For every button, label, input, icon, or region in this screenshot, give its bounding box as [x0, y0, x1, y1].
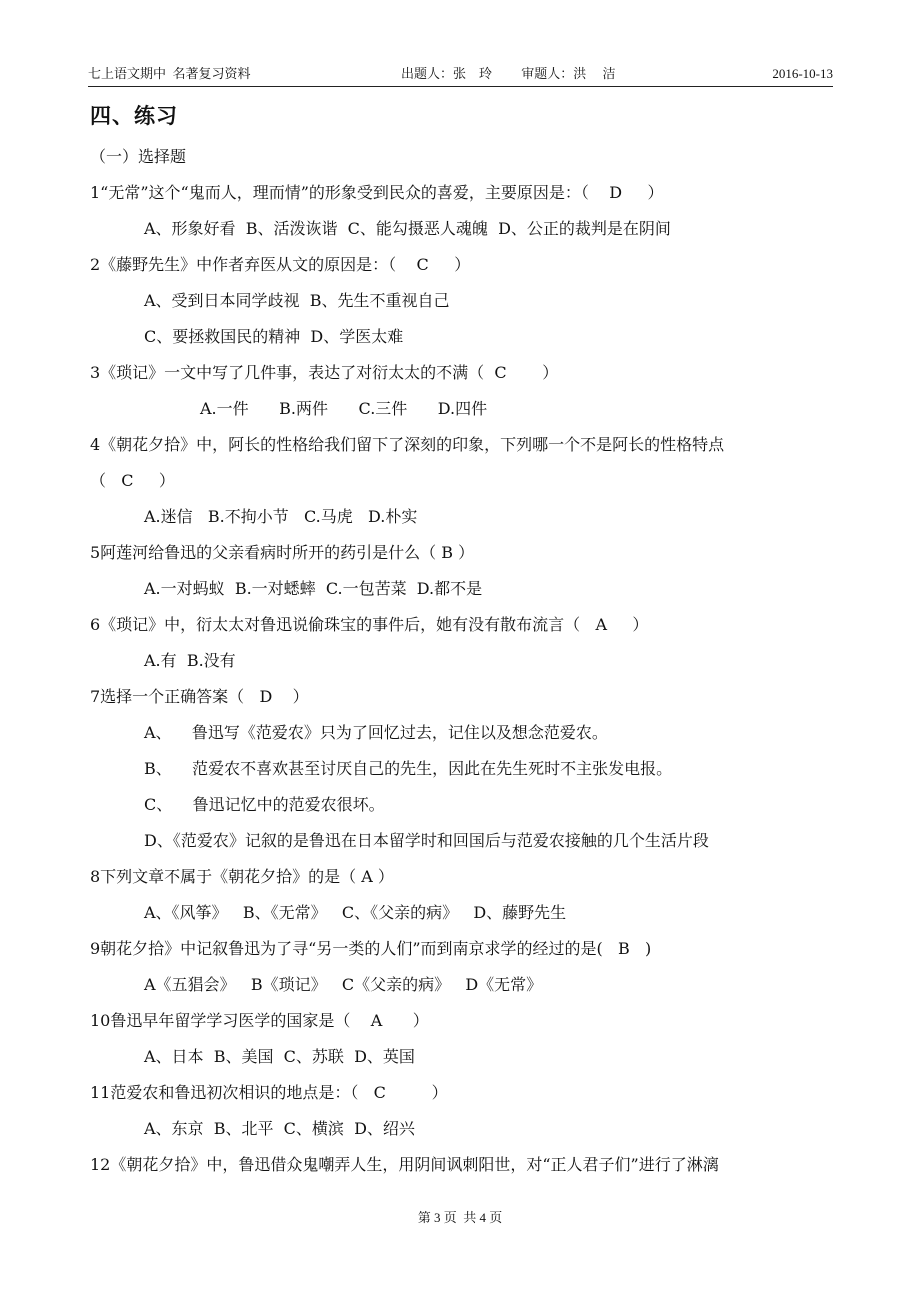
question-1: 1“无常”这个“鬼而人，理而情”的形象受到民众的喜爱，主要原因是：（ D ）	[90, 183, 664, 202]
header-doc-title: 七上语文期中 名著复习资料	[88, 66, 251, 81]
question-7-option-a: A、 鲁迅写《范爱农》只为了回忆过去，记住以及想念范爱农。	[144, 723, 608, 742]
question-10: 10鲁迅早年留学学习医学的国家是（ A ）	[90, 1011, 429, 1030]
question-3-options: A.一件 B.两件 C.三件 D.四件	[200, 399, 488, 418]
question-2-options-a: A、受到日本同学歧视 B、先生不重视自己	[144, 291, 450, 310]
section-title: 四、练习	[90, 104, 178, 128]
header-date: 2016-10-13	[772, 66, 833, 81]
question-11-options: A、东京 B、北平 C、横滨 D、绍兴	[144, 1119, 415, 1138]
question-8: 8下列文章不属于《朝花夕拾》的是（ A ）	[90, 867, 394, 886]
question-7-option-d: D、《范爱农》记叙的是鲁迅在日本留学时和回国后与范爱农接触的几个生活片段	[144, 831, 709, 850]
question-5-options: A.一对蚂蚁 B.一对蟋蟀 C.一包苦菜 D.都不是	[144, 579, 483, 598]
question-10-options: A、日本 B、美国 C、苏联 D、英国	[144, 1047, 415, 1066]
question-7-option-b: B、 范爱农不喜欢甚至讨厌自己的先生，因此在先生死时不主张发电报。	[144, 759, 673, 778]
question-4-options: A.迷信 B.不拘小节 C.马虎 D.朴实	[144, 507, 418, 526]
question-3: 3《琐记》一文中写了几件事，表达了对衍太太的不满（ C ）	[90, 363, 559, 382]
question-7: 7选择一个正确答案（ D ）	[90, 687, 309, 706]
question-1-options: A、形象好看 B、活泼诙谐 C、能勾摄恶人魂魄 D、公正的裁判是在阴间	[144, 219, 671, 238]
subsection-title: （一）选择题	[90, 147, 187, 166]
page-header	[88, 64, 833, 87]
question-2-options-b: C、要拯救国民的精神 D、学医太难	[144, 327, 404, 346]
question-8-options: A、《风筝》 B、《无常》 C、《父亲的病》 D、藤野先生	[144, 903, 567, 922]
question-4-answer: （ C ）	[90, 471, 175, 490]
question-5: 5阿莲河给鲁迅的父亲看病时所开的药引是什么（ B ）	[90, 543, 475, 562]
page-footer: 第 3 页 共 4 页	[417, 1210, 503, 1225]
question-9: 9朝花夕拾》中记叙鲁迅为了寻“另一类的人们”而到南京求学的经过的是( B )	[90, 939, 652, 958]
question-4: 4《朝花夕拾》中，阿长的性格给我们留下了深刻的印象，下列哪一个不是阿长的性格特点	[90, 435, 725, 454]
question-6-options: A.有 B.没有	[144, 651, 236, 670]
question-2: 2《藤野先生》中作者弃医从文的原因是：（ C ）	[90, 255, 471, 274]
question-6: 6《琐记》中，衍太太对鲁迅说偷珠宝的事件后，她有没有散布流言（ A ）	[90, 615, 649, 634]
question-9-options: A《五猖会》 B《琐记》 C《父亲的病》 D《无常》	[144, 975, 543, 994]
header-authors: 出题人：张 玲 审题人：洪 洁	[401, 66, 616, 81]
question-12: 12《朝花夕拾》中，鲁迅借众鬼嘲弄人生，用阴间讽刺阳世，对“正人君子们”进行了淋漓	[90, 1155, 719, 1174]
question-11: 11范爱农和鲁迅初次相识的地点是：（ C ）	[90, 1083, 448, 1102]
question-7-option-c: C、 鲁迅记忆中的范爱农很坏。	[144, 795, 385, 814]
